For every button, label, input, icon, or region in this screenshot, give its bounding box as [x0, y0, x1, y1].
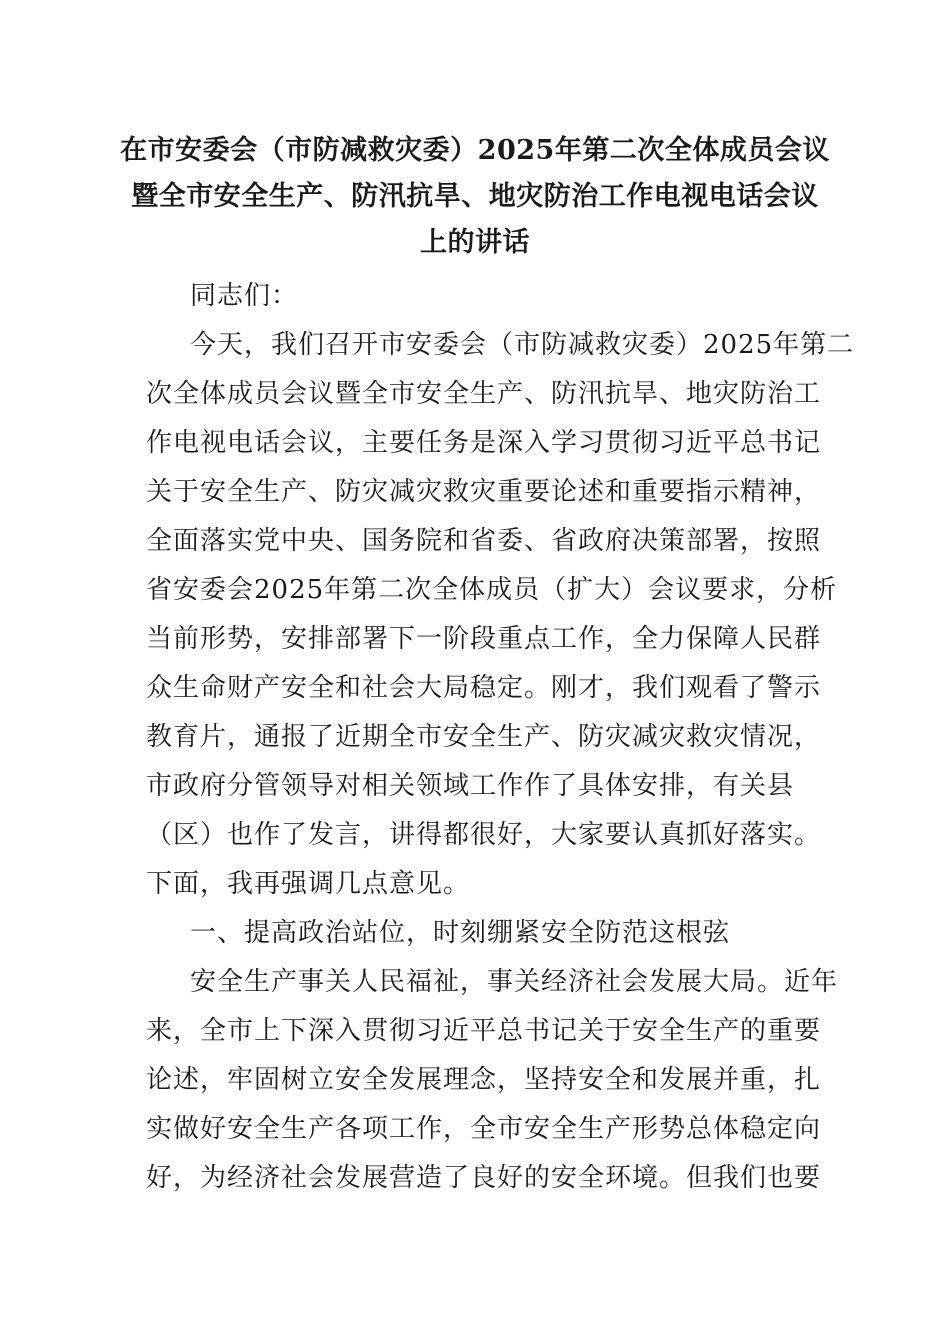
paragraph-2: [146, 958, 839, 1203]
paragraph-line: 教育片，通报了近期全市安全生产、防灾减灾救灾情况，: [146, 722, 822, 752]
paragraph-line: 省安委会2025年第二次全体成员（扩大）会议要求，分析: [146, 575, 838, 605]
paragraph-line: 市政府分管领导对相关领域工作作了具体安排，有关县: [146, 771, 795, 801]
paragraph-line: 关于安全生产、防灾减灾救灾重要论述和重要指示精神，: [146, 477, 822, 507]
greeting: 同志们：: [190, 281, 299, 311]
paragraph-line: 论述，牢固树立安全发展理念，坚持安全和发展并重，扎: [146, 1065, 822, 1095]
paragraph-line: 来，全市上下深入贯彻习近平总书记关于安全生产的重要: [146, 1016, 822, 1046]
title-line-3: 上的讲话: [420, 227, 530, 258]
document-body: [146, 272, 855, 1203]
paragraph-line: 下面，我再强调几点意见。: [146, 869, 471, 899]
paragraph-line: 安全生产事关人民福祉，事关经济社会发展大局。近年: [190, 967, 839, 997]
paragraph-line: 今天，我们召开市安委会（市防减救灾委）2025年第二: [190, 330, 855, 360]
paragraph-line: 好，为经济社会发展营造了良好的安全环境。但我们也要: [146, 1163, 822, 1193]
section-heading-1: 一、提高政治站位，时刻绷紧安全防范这根弦: [190, 918, 731, 948]
paragraph-line: 当前形势，安排部署下一阶段重点工作，全力保障人民群: [146, 624, 822, 654]
paragraph-line: 次全体成员会议暨全市安全生产、防汛抗旱、地灾防治工: [146, 379, 822, 409]
paragraph-line: （区）也作了发言，讲得都很好，大家要认真抓好落实。: [146, 820, 822, 850]
paragraph-1: [146, 321, 855, 909]
paragraph-line: 众生命财产安全和社会大局稳定。刚才，我们观看了警示: [146, 673, 822, 703]
document-title: [120, 128, 830, 266]
title-line-2: 暨全市安全生产、防汛抗旱、地灾防治工作电视电话会议: [131, 181, 819, 212]
title-line-1: 在市安委会（市防减救灾委）2025年第二次全体成员会议: [120, 135, 830, 166]
paragraph-line: 作电视电话会议，主要任务是深入学习贯彻习近平总书记: [146, 428, 822, 458]
paragraph-line: 全面落实党中央、国务院和省委、省政府决策部署，按照: [146, 526, 822, 556]
paragraph-line: 实做好安全生产各项工作，全市安全生产形势总体稳定向: [146, 1114, 822, 1144]
